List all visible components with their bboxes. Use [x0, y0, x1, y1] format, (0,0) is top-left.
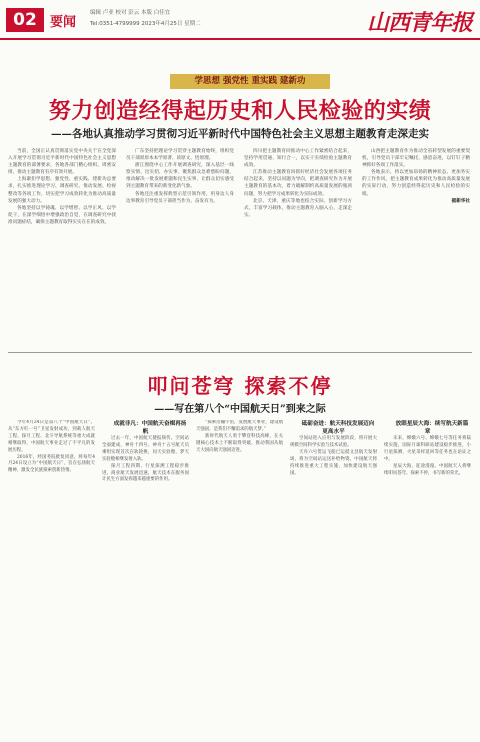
story2-column — [102, 420, 189, 736]
paragraph: 空间站进入应用与发展阶段，将开展大规模空间科学实验与技术试验。 — [290, 436, 377, 448]
paragraph: 山西把主题教育作为推动全省转型发展的重要契机，引导党员干部牢记嘱托、感恩奋进，以钉钉子精神抓好各项工作落实。 — [362, 149, 470, 169]
story2-column — [196, 420, 283, 736]
byline: 据新华社 — [451, 198, 470, 204]
paragraph: 四川把主题教育同推动中心工作紧密结合起来，坚持学用贯通、知行合一，以实干实绩检验主题教育成效。 — [244, 149, 352, 169]
page-number: 02 — [6, 8, 44, 32]
paragraph: 上海紧扣学思想、强党性、重实践、建新功总要求，扎实推进理论学习、调查研究、推动发展、检视整改等各项工作，切实把学习成效转化为推动高质量发展的强大动力。 — [8, 177, 116, 204]
paragraph: 过去一年，中国航天捷报频传。空间站全面建成，神舟十四号、神舟十五号航天员乘组实现首次在轨轮换，问天实验舱、梦天实验舱相继发射入轨。 — [102, 436, 189, 462]
paragraph: 新时代航天人勇于攀登科技高峰，在关键核心技术上不断取得突破，推动我国从航天大国向航天强国迈进。 — [196, 433, 283, 453]
story-divider — [8, 352, 472, 353]
paragraph: 广东坚持把理论学习贯穿主题教育始终，组织党员干部原原本本学原著、读原文、悟原理。 — [126, 149, 234, 162]
masthead-rule — [0, 38, 480, 40]
story2-column — [8, 420, 95, 736]
story2-headline: 叩问苍穹 探索不停 — [147, 374, 333, 398]
story2-subheadline: ——写在第八个“中国航天日”到来之际 — [154, 404, 326, 415]
slogan-banner — [170, 74, 330, 89]
paragraph: 2016年，经国务院批复同意，将每年4月24日设立为“中国航天日”，旨在弘扬航天精神，激发全民族探索创新热情。 — [8, 454, 95, 474]
date-line: Tel:0351-4799999 2023年4月25日 星期二 — [90, 21, 201, 27]
paragraph: 各地表示，将以更加昂扬的精神状态、更加务实的工作作风，把主题教育成果转化为推动高质量发展的实际行动，努力创造经得起历史和人民检验的实绩。 — [362, 170, 470, 197]
story1-headline: 努力创造经得起历史和人民检验的实绩 — [48, 99, 432, 124]
editor-line: 编辑 卢亚 校对 彭云 本版 白佳宜 — [90, 10, 171, 16]
story1-body — [8, 148, 472, 348]
masthead — [0, 0, 480, 40]
paragraph: 天舟六号货运飞船已运抵文昌航天发射场，将为空间站运送补给物资。中国航天将持续推进重大工程实施，加快建设航天强国。 — [290, 449, 377, 476]
section-title: 要闻 — [50, 15, 77, 30]
paragraph: 各地坚持以学铸魂、以学增智、以学正风、以学促干，在深学细悟中增强政治自觉，在调查研究中找准问题症结，确保主题教育取得实实在在的成效。 — [8, 205, 116, 225]
paragraph: 浙江围绕中心工作开展调查研究，深入基层一线察实情、出实招、办实事，聚焦群众急难愁盼问题，推动解决一批发展难题和民生实事，让群众切实感受到主题教育带来的新变化新气象。 — [126, 163, 234, 190]
paragraph: 探月工程四期、行星探测工程稳步推进，商业航天发展迅速，航天技术在服务国计民生方面发挥越来越重要的作用。 — [102, 463, 189, 483]
story2-column — [384, 420, 471, 736]
paragraph: 当前，全国正认真贯彻落实党中央关于在全党深入开展学习贯彻习近平新时代中国特色社会主义思想主题教育的部署要求，各地各部门精心组织、周密安排，推动主题教育有序有效开展。 — [8, 149, 116, 176]
story2-subhead: 砥砺奋进：航天科技发展迈向更高水平 — [301, 421, 375, 435]
paragraph: 星辰大海，征途漫漫。中国航天人将继续叩问苍穹、探索不停，书写新的荣光。 — [384, 463, 471, 476]
story1-column — [126, 148, 234, 348]
story1-column — [244, 148, 352, 348]
paragraph: 各地还注重发挥典型示范引领作用，用身边人身边事教育引导党员干部担当作为、奋发有为。 — [126, 191, 234, 204]
story1-subheadline: ——各地认真推动学习贯彻习近平新时代中国特色社会主义思想主题教育走深走实 — [51, 128, 429, 140]
paragraph: 江苏推动主题教育同抓好经济社会发展各项任务结合起来，坚持以问题为导向，把调查研究作为开展主题教育的基本功，着力破解制约高质量发展的瓶颈问题，努力把学习成果转化为实际成效。 — [244, 170, 352, 197]
paragraph: 今年4月24日是第八个“中国航天日”。从“东方红一号”卫星发射成功，到载人航天工程、探月工程、北斗导航系统等重大成就相继取得，中国航天事业走过了不平凡的发展历程。 — [8, 420, 95, 453]
story1-column — [8, 148, 116, 348]
paragraph: “探索浩瀚宇宙，发展航天事业，建设航天强国，是我们不懈追求的航天梦。” — [196, 420, 283, 432]
story2-subhead: 放眼星辰大海：续写航天新篇章 — [395, 421, 469, 435]
newspaper-logo: 山西青年报 — [366, 10, 472, 36]
story1-column — [362, 148, 470, 348]
story2-body — [8, 420, 472, 736]
story2-column — [290, 420, 377, 736]
paragraph: 未来，嫦娥六号、嫦娥七号等任务将陆续实施，国际月球科研站建设稳步推进，小行星探测、火星采样返回等任务也在论证之中。 — [384, 436, 471, 462]
slogan-text: 学思想 强党性 重实践 建新功 — [194, 76, 306, 86]
paragraph: 北京、天津、重庆等地也结合实际，创新学习方式，丰富学习载体，推动主题教育入脑入心、走深走实。 — [244, 198, 352, 218]
story2-subhead: 成就非凡：中国航天奋楫再扬帆 — [113, 421, 187, 435]
